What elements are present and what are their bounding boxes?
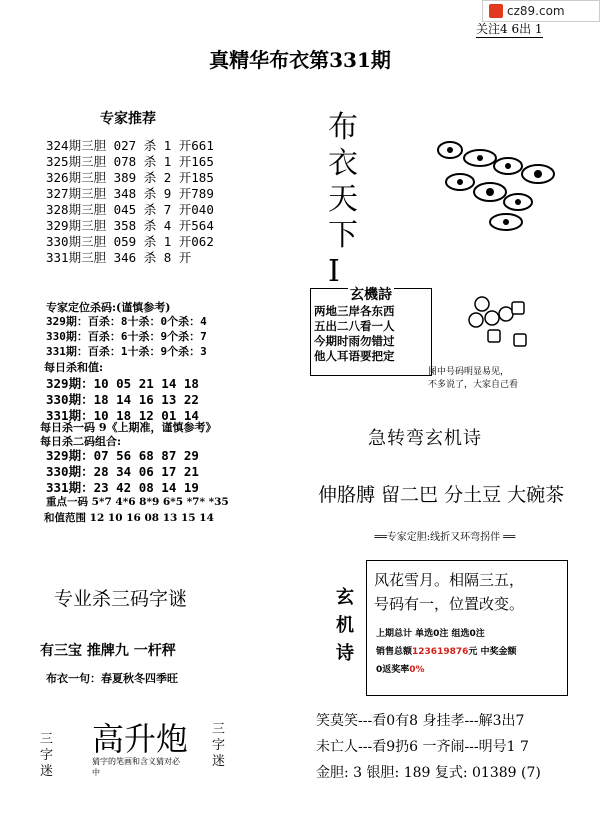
- xuanji-line: 风花雪月。相隔三五，: [374, 571, 525, 589]
- focus-code: 重点一码 5*7 4*6 8*9 6*5 *7* *35: [46, 496, 229, 508]
- sum-kill-list: [46, 376, 199, 424]
- return-label: 0返奖率: [376, 665, 410, 675]
- page-title: 真精华布衣第331期: [209, 48, 391, 72]
- riddle-heading: 专业杀三码字谜: [54, 588, 188, 610]
- sales-rest: 元 中奖金额: [468, 647, 517, 657]
- position-kill-row: 331期：百杀：1十杀：9个杀：3: [46, 345, 207, 358]
- xuanji-lines: [374, 568, 524, 616]
- poem-note-2: 不多说了，大家自己看: [428, 380, 519, 390]
- expert-row: 327期三胆 348 杀 9 开789: [46, 186, 214, 201]
- expert-heading: 专家推荐: [100, 111, 156, 127]
- position-kill-row: 330期：百杀：6十杀：9个杀：7: [46, 330, 207, 343]
- two-code-list: [46, 448, 199, 496]
- riddle-big-word: 高升炮: [92, 720, 189, 758]
- bottom-line: 未亡人---看9扔6 一齐闹---明号1 7: [316, 739, 529, 755]
- die-shape: [475, 297, 489, 311]
- follow-note: 关注4 6出 1: [476, 22, 543, 36]
- sum-kill-row: 330期：18 14 16 13 22: [46, 392, 199, 407]
- riddle-side-right: 三字迷: [212, 722, 226, 769]
- turn-line: 伸胳膊 留二巴 分土豆 大碗茶: [318, 484, 565, 506]
- sales-value: 123619876: [412, 647, 469, 657]
- die-shape: [514, 334, 526, 346]
- riddle-one-line: 布衣一句：春夏秋冬四季旺: [46, 672, 178, 685]
- two-code-row: 329期：07 56 68 87 29: [46, 448, 199, 463]
- poem-line: 他人耳语要把定: [314, 349, 395, 363]
- turn-heading: 急转弯玄机诗: [368, 428, 482, 449]
- xuanji-line: 号码有一，位置改变。: [374, 595, 525, 613]
- site-watermark: [482, 0, 600, 22]
- expert-row: 326期三胆 389 杀 2 开185: [46, 170, 214, 185]
- xuanji-vertical: 玄机诗: [336, 587, 354, 664]
- riddle-note: 猜字的笔画和含义猜对必中: [92, 757, 180, 777]
- position-kill-heading: 专家定位杀码:(谨慎参考): [46, 301, 171, 314]
- two-code-row: 331期：23 42 08 14 19: [46, 480, 199, 495]
- two-code-row: 330期：28 34 06 17 21: [46, 464, 199, 479]
- poem-note-1: 图中号码明显易见，: [428, 367, 510, 377]
- sales-label: 销售总额: [376, 647, 413, 657]
- die-shape: [488, 330, 500, 342]
- bottom-lines: [316, 708, 541, 786]
- expert-separator: ══专家定胆:线折又环弯拐伴 ══: [374, 532, 516, 543]
- expert-row: 329期三胆 358 杀 4 开564: [46, 218, 214, 233]
- poem-line: 两地三岸各东西: [314, 304, 395, 318]
- xuanji-stat3: [376, 662, 425, 675]
- sum-range: 和值范围 12 10 16 08 13 15 14: [44, 512, 214, 524]
- expert-list: [46, 138, 214, 266]
- xuanji-stat2: [376, 644, 517, 657]
- poem-line: 今期时雨勿错过: [314, 334, 395, 348]
- one-code-heading: 每日杀一码 9《上期准，谨慎参考》: [40, 421, 217, 434]
- die-shape: [485, 311, 499, 325]
- bottom-line: 笑莫笑---看0有8 身挂孝---解3出7: [316, 713, 525, 729]
- tile-illustration: [420, 130, 570, 240]
- two-code-heading: 每日杀二码组合:: [40, 435, 122, 448]
- xuanji-stat1: 上期总计 单选0注 组选0注: [376, 629, 485, 639]
- poem-line: 五出二八看一人: [314, 319, 395, 333]
- expert-row: 328期三胆 045 杀 7 开040: [46, 202, 214, 217]
- expert-row: 324期三胆 027 杀 1 开661: [46, 138, 214, 153]
- die-shape: [469, 313, 483, 327]
- position-kill-list: [46, 314, 207, 359]
- watermark-text: cz89.com: [507, 4, 565, 18]
- return-value: 0%: [409, 665, 425, 675]
- site-logo-icon: [489, 4, 503, 18]
- expert-row: 330期三胆 059 杀 1 开062: [46, 234, 214, 249]
- die-shape: [512, 302, 524, 314]
- sum-kill-heading: 每日杀和值:: [44, 361, 104, 374]
- die-shape: [499, 307, 513, 321]
- position-kill-row: 329期：百杀：8十杀：0个杀：4: [46, 315, 207, 328]
- bottom-line: 金胆: 3 银胆: 189 复式: 01389 (7): [316, 765, 541, 781]
- riddle-treasure: 有三宝 推牌九 一杆秤: [40, 643, 176, 659]
- sum-kill-row: 331期：10 18 12 01 14: [46, 408, 199, 423]
- buyi-vertical-text: 布衣天下I: [328, 110, 358, 289]
- expert-row: 325期三胆 078 杀 1 开165: [46, 154, 214, 169]
- dice-illustration: [462, 294, 542, 354]
- expert-row: 331期三胆 346 杀 8 开: [46, 250, 192, 265]
- poem-title: 玄機詩: [348, 284, 394, 304]
- sum-kill-row: 329期：10 05 21 14 18: [46, 376, 199, 391]
- poem-lines: [314, 304, 395, 364]
- riddle-side-left: 三字迷: [40, 732, 54, 779]
